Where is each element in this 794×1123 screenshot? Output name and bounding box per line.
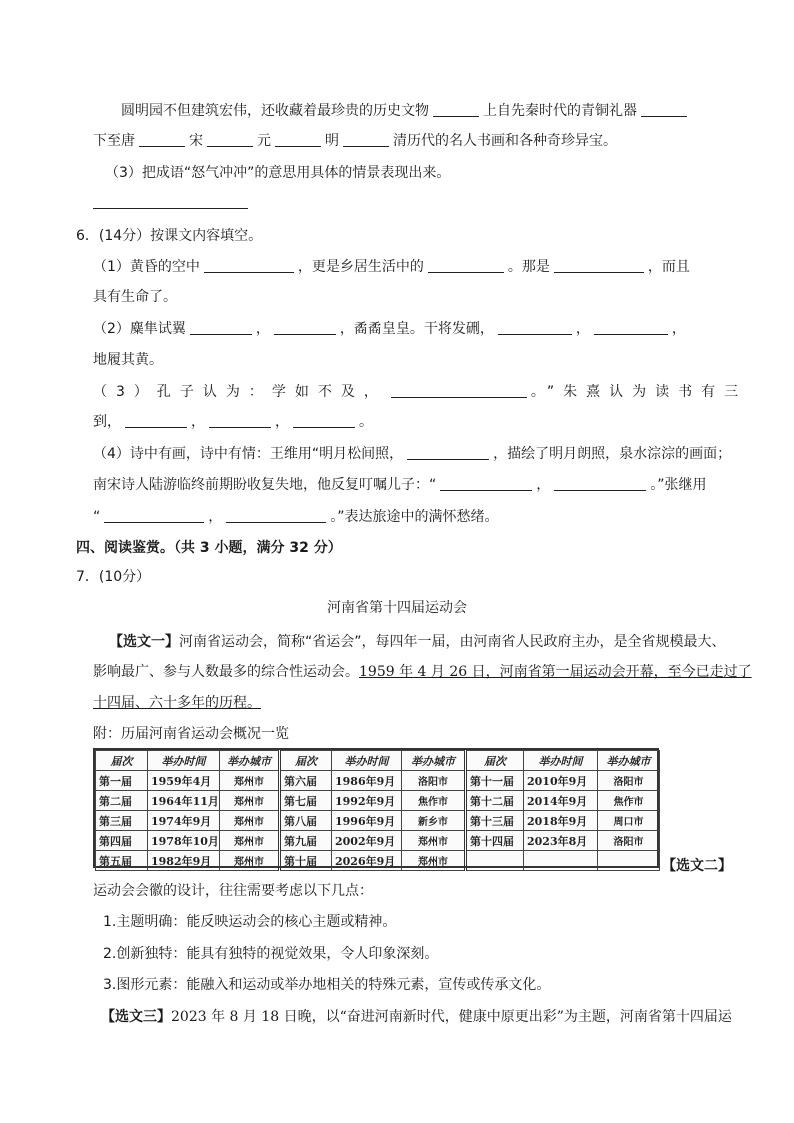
table-row — [96, 831, 660, 851]
table-cell: 第四届 — [96, 831, 148, 851]
q6-text: 南宋诗人陆游临终前期盼收复失地，他反复叮嘱儿子：“ — [93, 477, 437, 493]
answer-blank[interactable] — [204, 258, 294, 273]
selection1-line3: 十四届、六十多年的历程。 — [93, 695, 261, 711]
table-header-cell: 举办城市 — [220, 751, 280, 771]
table-cell: 第十三届 — [466, 811, 524, 831]
table-cell: 第五届 — [96, 851, 148, 871]
table-header-row — [96, 751, 660, 771]
meets-table — [93, 748, 659, 868]
selection2-label: 【选文二】 — [662, 858, 732, 874]
q6-heading: 6．(14分）按课文内容填空。 — [76, 228, 263, 244]
table-cell: 第十二届 — [466, 791, 524, 811]
q6-text: “ — [93, 509, 101, 525]
q6-text: 。”表达旅途中的满怀愁绪。 — [330, 509, 499, 525]
q6-text: （4）诗中有画，诗中有情：王维用“明月松间照， — [93, 446, 404, 462]
selection1-line1 — [109, 632, 726, 652]
q6-part2-cont: 地履其黄。 — [93, 352, 163, 368]
q6-text: ， — [208, 509, 223, 525]
table-header-cell: 举办城市 — [598, 751, 660, 771]
table-row — [96, 791, 660, 811]
q6-part3 — [93, 382, 747, 402]
q6-part4-line3 — [93, 507, 499, 527]
q6-text: ，而且 — [647, 259, 690, 275]
table-cell: 1974年9月 — [148, 811, 220, 831]
q6-text: ， — [191, 414, 205, 430]
table-cell: 郑州市 — [220, 831, 280, 851]
emblem-point-1: 1.主题明确：能反映运动会的核心主题或精神。 — [103, 914, 397, 930]
q5-text: 清历代的名人书画和各种奇珍异宝。 — [393, 133, 617, 149]
q6-text: 。”张继用 — [650, 477, 707, 493]
q5-text: 宋 — [189, 133, 203, 149]
table-cell: 郑州市 — [220, 851, 280, 871]
table-cell: 2010年9月 — [524, 771, 598, 791]
q6-text: （1）黄昏的空中 — [93, 259, 200, 275]
q5-line1 — [121, 101, 691, 121]
answer-blank[interactable] — [440, 476, 532, 491]
table-cell: 2018年9月 — [524, 811, 598, 831]
table-cell: 第十一届 — [466, 771, 524, 791]
emblem-intro: 运动会会徽的设计，往往需要考虑以下几点： — [93, 883, 373, 899]
answer-blank[interactable] — [275, 132, 321, 147]
table-cell: 第七届 — [280, 791, 332, 811]
selection3-text: 2023 年 8 月 18 日晚，以“奋进河南新时代，健康中原更出彩”为主题，河南省第十四届运 — [171, 1009, 732, 1025]
table-cell: 第九届 — [280, 831, 332, 851]
selection-label: 【选文一】 — [109, 634, 179, 650]
table-cell: 焦作市 — [402, 791, 466, 811]
table-cell: 周口市 — [598, 811, 660, 831]
meets-table-grid — [95, 750, 660, 871]
table-cell — [466, 851, 524, 871]
answer-blank[interactable] — [407, 445, 489, 460]
q6-text: ， — [255, 321, 270, 337]
table-header-cell: 届次 — [96, 751, 148, 771]
table-cell: 洛阳市 — [598, 831, 660, 851]
q5-text: 圆明园不但建筑宏伟，还收藏着最珍贵的历史文物 — [121, 103, 429, 119]
table-cell: 1992年9月 — [332, 791, 402, 811]
table-cell: 第二届 — [96, 791, 148, 811]
table-cell: 2014年9月 — [524, 791, 598, 811]
q5-text: 上自先秦时代的青铜礼器 — [483, 103, 637, 119]
table-row — [96, 771, 660, 791]
answer-blank[interactable] — [125, 413, 187, 428]
answer-blank[interactable] — [594, 320, 668, 335]
q6-part4-line2 — [93, 475, 707, 495]
q6-text: ，更是乡居生活中的 — [297, 259, 424, 275]
answer-blank[interactable] — [104, 508, 204, 523]
selection-label: 【选文三】 — [101, 1009, 171, 1025]
table-cell: 第六届 — [280, 771, 332, 791]
table-cell: 2023年8月 — [524, 831, 598, 851]
table-cell: 郑州市 — [402, 851, 466, 871]
table-header-cell: 届次 — [280, 751, 332, 771]
answer-blank[interactable] — [554, 258, 644, 273]
table-cell: 1996年9月 — [332, 811, 402, 831]
table-row — [96, 851, 660, 871]
table-cell: 1982年9月 — [148, 851, 220, 871]
answer-blank[interactable] — [554, 476, 646, 491]
answer-blank[interactable] — [226, 508, 326, 523]
q6-part3-cont — [93, 412, 373, 432]
q5-text: 下至唐 — [93, 133, 135, 149]
emblem-point-2: 2.创新独特：能具有独特的视觉效果，令人印象深刻。 — [103, 946, 439, 962]
q5-sub3: （3）把成语“怒气冲冲”的意思用具体的情景表现出来。 — [105, 165, 451, 181]
q6-text: ，矞矞皇皇。干将发硎， — [339, 321, 494, 337]
selection1-line2 — [93, 662, 752, 682]
answer-blank[interactable] — [139, 132, 185, 147]
table-cell: 第十四届 — [466, 831, 524, 851]
table-cell: 第一届 — [96, 771, 148, 791]
q6-part1-cont: 具有生命了。 — [93, 289, 177, 305]
table-cell: 1964年11月 — [148, 791, 220, 811]
answer-blank[interactable] — [190, 320, 252, 335]
table-cell: 1986年9月 — [332, 771, 402, 791]
q6-part4 — [93, 444, 731, 464]
table-cell: 第十届 — [280, 851, 332, 871]
table-cell: 焦作市 — [598, 791, 660, 811]
section-heading: 四、阅读鉴赏。（共 3 小题，满分 32 分） — [76, 540, 342, 556]
q6-text: 。”朱熹认为读书有三 — [530, 384, 748, 400]
table-header-cell: 举办城市 — [402, 751, 466, 771]
q6-part1 — [93, 257, 690, 277]
q6-text: 。 — [359, 414, 373, 430]
table-cell: 第三届 — [96, 811, 148, 831]
q7-heading: 7．(10分） — [76, 569, 151, 585]
underlined-sentence: 1959 年 4 月 26 日，河南省第一届运动会开幕，至今已走过了 — [359, 664, 752, 680]
q6-text: 。那是 — [507, 259, 550, 275]
q6-text: ， — [575, 321, 590, 337]
q6-text: （3）孔子认为：学如不及， — [93, 384, 387, 400]
answer-blank[interactable] — [391, 383, 527, 398]
emblem-point-3: 3.图形元素：能融入和运动或举办地相关的特殊元素，宣传或传承文化。 — [103, 977, 551, 993]
table-cell: 郑州市 — [220, 791, 280, 811]
q6-text: ， — [536, 477, 551, 493]
selection1-text: 河南省运动会，简称“省运会”，每四年一届，由河南省人民政府主办，是全省规模最大、 — [179, 634, 726, 650]
answer-blank[interactable] — [428, 258, 504, 273]
table-header-cell: 举办时间 — [332, 751, 402, 771]
table-row — [96, 811, 660, 831]
table-cell: 2002年9月 — [332, 831, 402, 851]
table-cell: 1959年4月 — [148, 771, 220, 791]
selection3-line1 — [101, 1007, 732, 1027]
appendix-caption: 附：历届河南省运动会概况一览 — [93, 726, 289, 742]
answer-blank[interactable] — [293, 413, 355, 428]
table-cell: 郑州市 — [402, 831, 466, 851]
table-cell: 洛阳市 — [598, 771, 660, 791]
passage-title: 河南省第十四届运动会 — [327, 600, 467, 616]
table-cell: 郑州市 — [220, 771, 280, 791]
answer-blank[interactable] — [433, 102, 479, 117]
table-cell — [524, 851, 598, 871]
answer-blank[interactable] — [209, 413, 271, 428]
q5-text: 元 — [257, 133, 271, 149]
table-cell: 2026年9月 — [332, 851, 402, 871]
table-cell: 第八届 — [280, 811, 332, 831]
answer-blank[interactable] — [343, 132, 389, 147]
table-cell: 1978年10月 — [148, 831, 220, 851]
q6-text: （2）麋隼试翼 — [93, 321, 186, 337]
table-header-cell: 届次 — [466, 751, 524, 771]
answer-blank[interactable] — [274, 320, 336, 335]
q6-text: 到， — [93, 414, 121, 430]
q6-text: ， — [275, 414, 289, 430]
q5-text: 明 — [325, 133, 339, 149]
answer-line[interactable] — [93, 208, 248, 209]
q6-part2 — [93, 319, 686, 339]
answer-blank[interactable] — [498, 320, 572, 335]
table-cell: 郑州市 — [220, 811, 280, 831]
answer-blank[interactable] — [207, 132, 253, 147]
table-header-cell: 举办时间 — [524, 751, 598, 771]
table-cell — [598, 851, 660, 871]
q6-text: ，描绘了明月朗照，泉水淙淙的画面； — [493, 446, 732, 462]
table-header-cell: 举办时间 — [148, 751, 220, 771]
q6-text: ， — [671, 321, 686, 337]
table-cell: 新乡市 — [402, 811, 466, 831]
answer-blank[interactable] — [641, 102, 687, 117]
q5-line2 — [93, 131, 617, 151]
selection1-text: 影响最广、参与人数最多的综合性运动会。 — [93, 664, 359, 680]
table-cell: 洛阳市 — [402, 771, 466, 791]
